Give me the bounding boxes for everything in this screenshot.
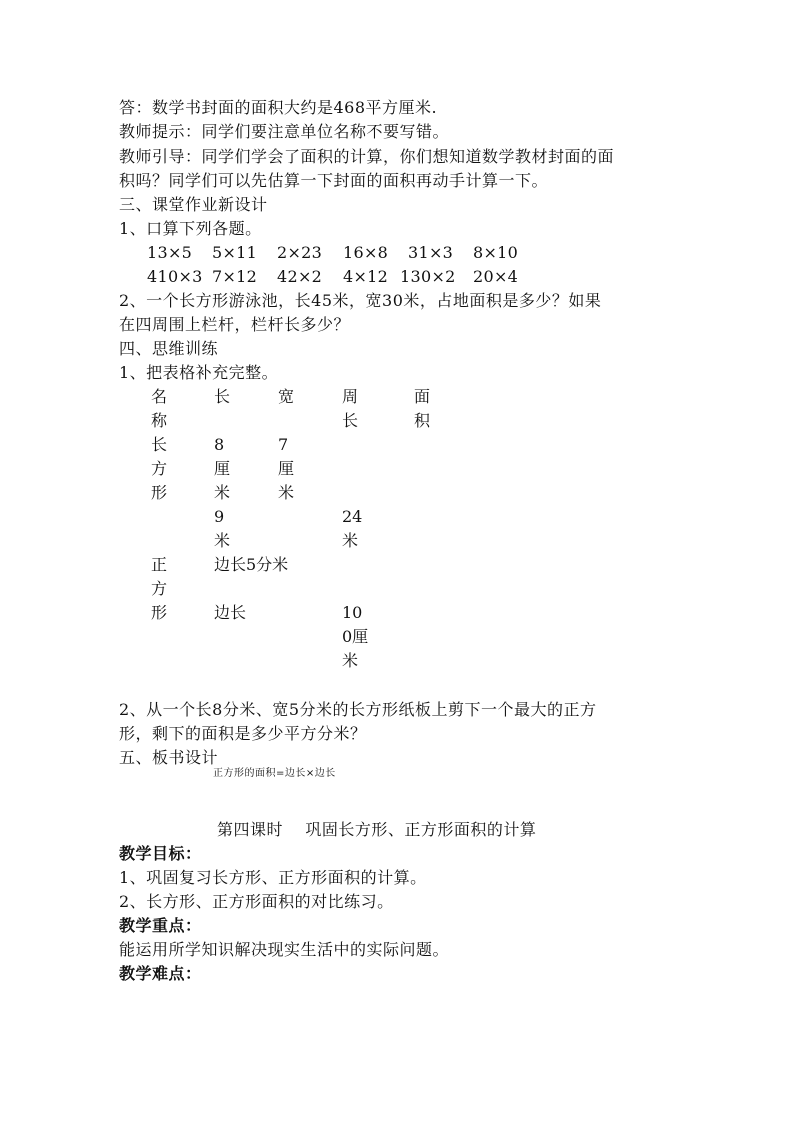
calc-item: 31×3 <box>408 243 454 262</box>
answer-line: 答：数学书封面的面积大约是468平方厘米. <box>119 98 438 117</box>
q1-title: 1、口算下列各题。 <box>119 219 262 238</box>
q2-line2: 在四周围上栏杆，栏杆长多少？ <box>119 315 351 334</box>
board-formula: 正方形的面积=边长×边长 <box>213 768 336 779</box>
table-cell: 100厘米 <box>342 603 369 670</box>
teacher-tip: 教师提示：同学们要注意单位名称不要写错。 <box>119 122 450 141</box>
calc-item: 2×23 <box>277 243 323 262</box>
table-rect-label: 长方形 <box>151 435 168 502</box>
table-header-name: 名称 <box>151 387 168 430</box>
q2-line1: 2、一个长方形游泳池，长45米，宽30米，占地面积是多少？如果 <box>119 291 602 310</box>
calc-item: 16×8 <box>343 243 389 262</box>
section5-title: 五、板书设计 <box>119 748 219 767</box>
calc-item: 4×12 <box>343 267 389 286</box>
table-cell: 边长5分米 <box>214 555 289 574</box>
calc-item: 20×4 <box>473 267 519 286</box>
calc-item: 13×5 <box>147 243 193 262</box>
key-text: 能运用所学知识解决现实生活中的实际问题。 <box>119 940 450 959</box>
table-cell: 24米 <box>342 507 363 550</box>
table-header-width: 宽 <box>278 387 295 406</box>
calc-item: 7×12 <box>212 267 258 286</box>
section4-q1-title: 1、把表格补充完整。 <box>119 363 279 382</box>
difficulty-heading: 教学难点： <box>119 964 202 983</box>
section4-title: 四、思维训练 <box>119 339 219 358</box>
goal-1: 1、巩固复习长方形、正方形面积的计算。 <box>119 868 427 887</box>
table-header-area: 面积 <box>414 387 431 430</box>
table-cell: 边长 <box>214 603 247 622</box>
calc-item: 42×2 <box>277 267 323 286</box>
goal-2: 2、长方形、正方形面积的对比练习。 <box>119 892 394 911</box>
teacher-guide-line1: 教师引导：同学们学会了面积的计算，你们想知道数学教材封面的面 <box>119 147 615 166</box>
key-heading: 教学重点： <box>119 916 202 935</box>
table-cell: 9米 <box>214 507 231 550</box>
cut-question-line2: 形，剩下的面积是多少平方分米？ <box>119 724 367 743</box>
teacher-guide-line2: 积吗？同学们可以先估算一下封面的面积再动手计算一下。 <box>119 171 549 190</box>
table-cell: 8厘米 <box>214 435 231 502</box>
section3-title: 三、课堂作业新设计 <box>119 195 268 214</box>
calc-item: 410×3 <box>147 267 203 286</box>
goals-heading: 教学目标： <box>119 844 202 863</box>
lesson4-title: 第四课时 巩固长方形、正方形面积的计算 <box>217 820 537 839</box>
table-header-length: 长 <box>214 387 231 406</box>
table-square-label: 正方形 <box>151 555 168 622</box>
calc-item: 5×11 <box>212 243 258 262</box>
cut-question-line1: 2、从一个长8分米、宽5分米的长方形纸板上剪下一个最大的正方 <box>119 700 597 719</box>
calc-item: 8×10 <box>473 243 519 262</box>
table-cell: 7厘米 <box>278 435 295 502</box>
table-header-perimeter: 周长 <box>342 387 359 430</box>
calc-item: 130×2 <box>400 267 456 286</box>
